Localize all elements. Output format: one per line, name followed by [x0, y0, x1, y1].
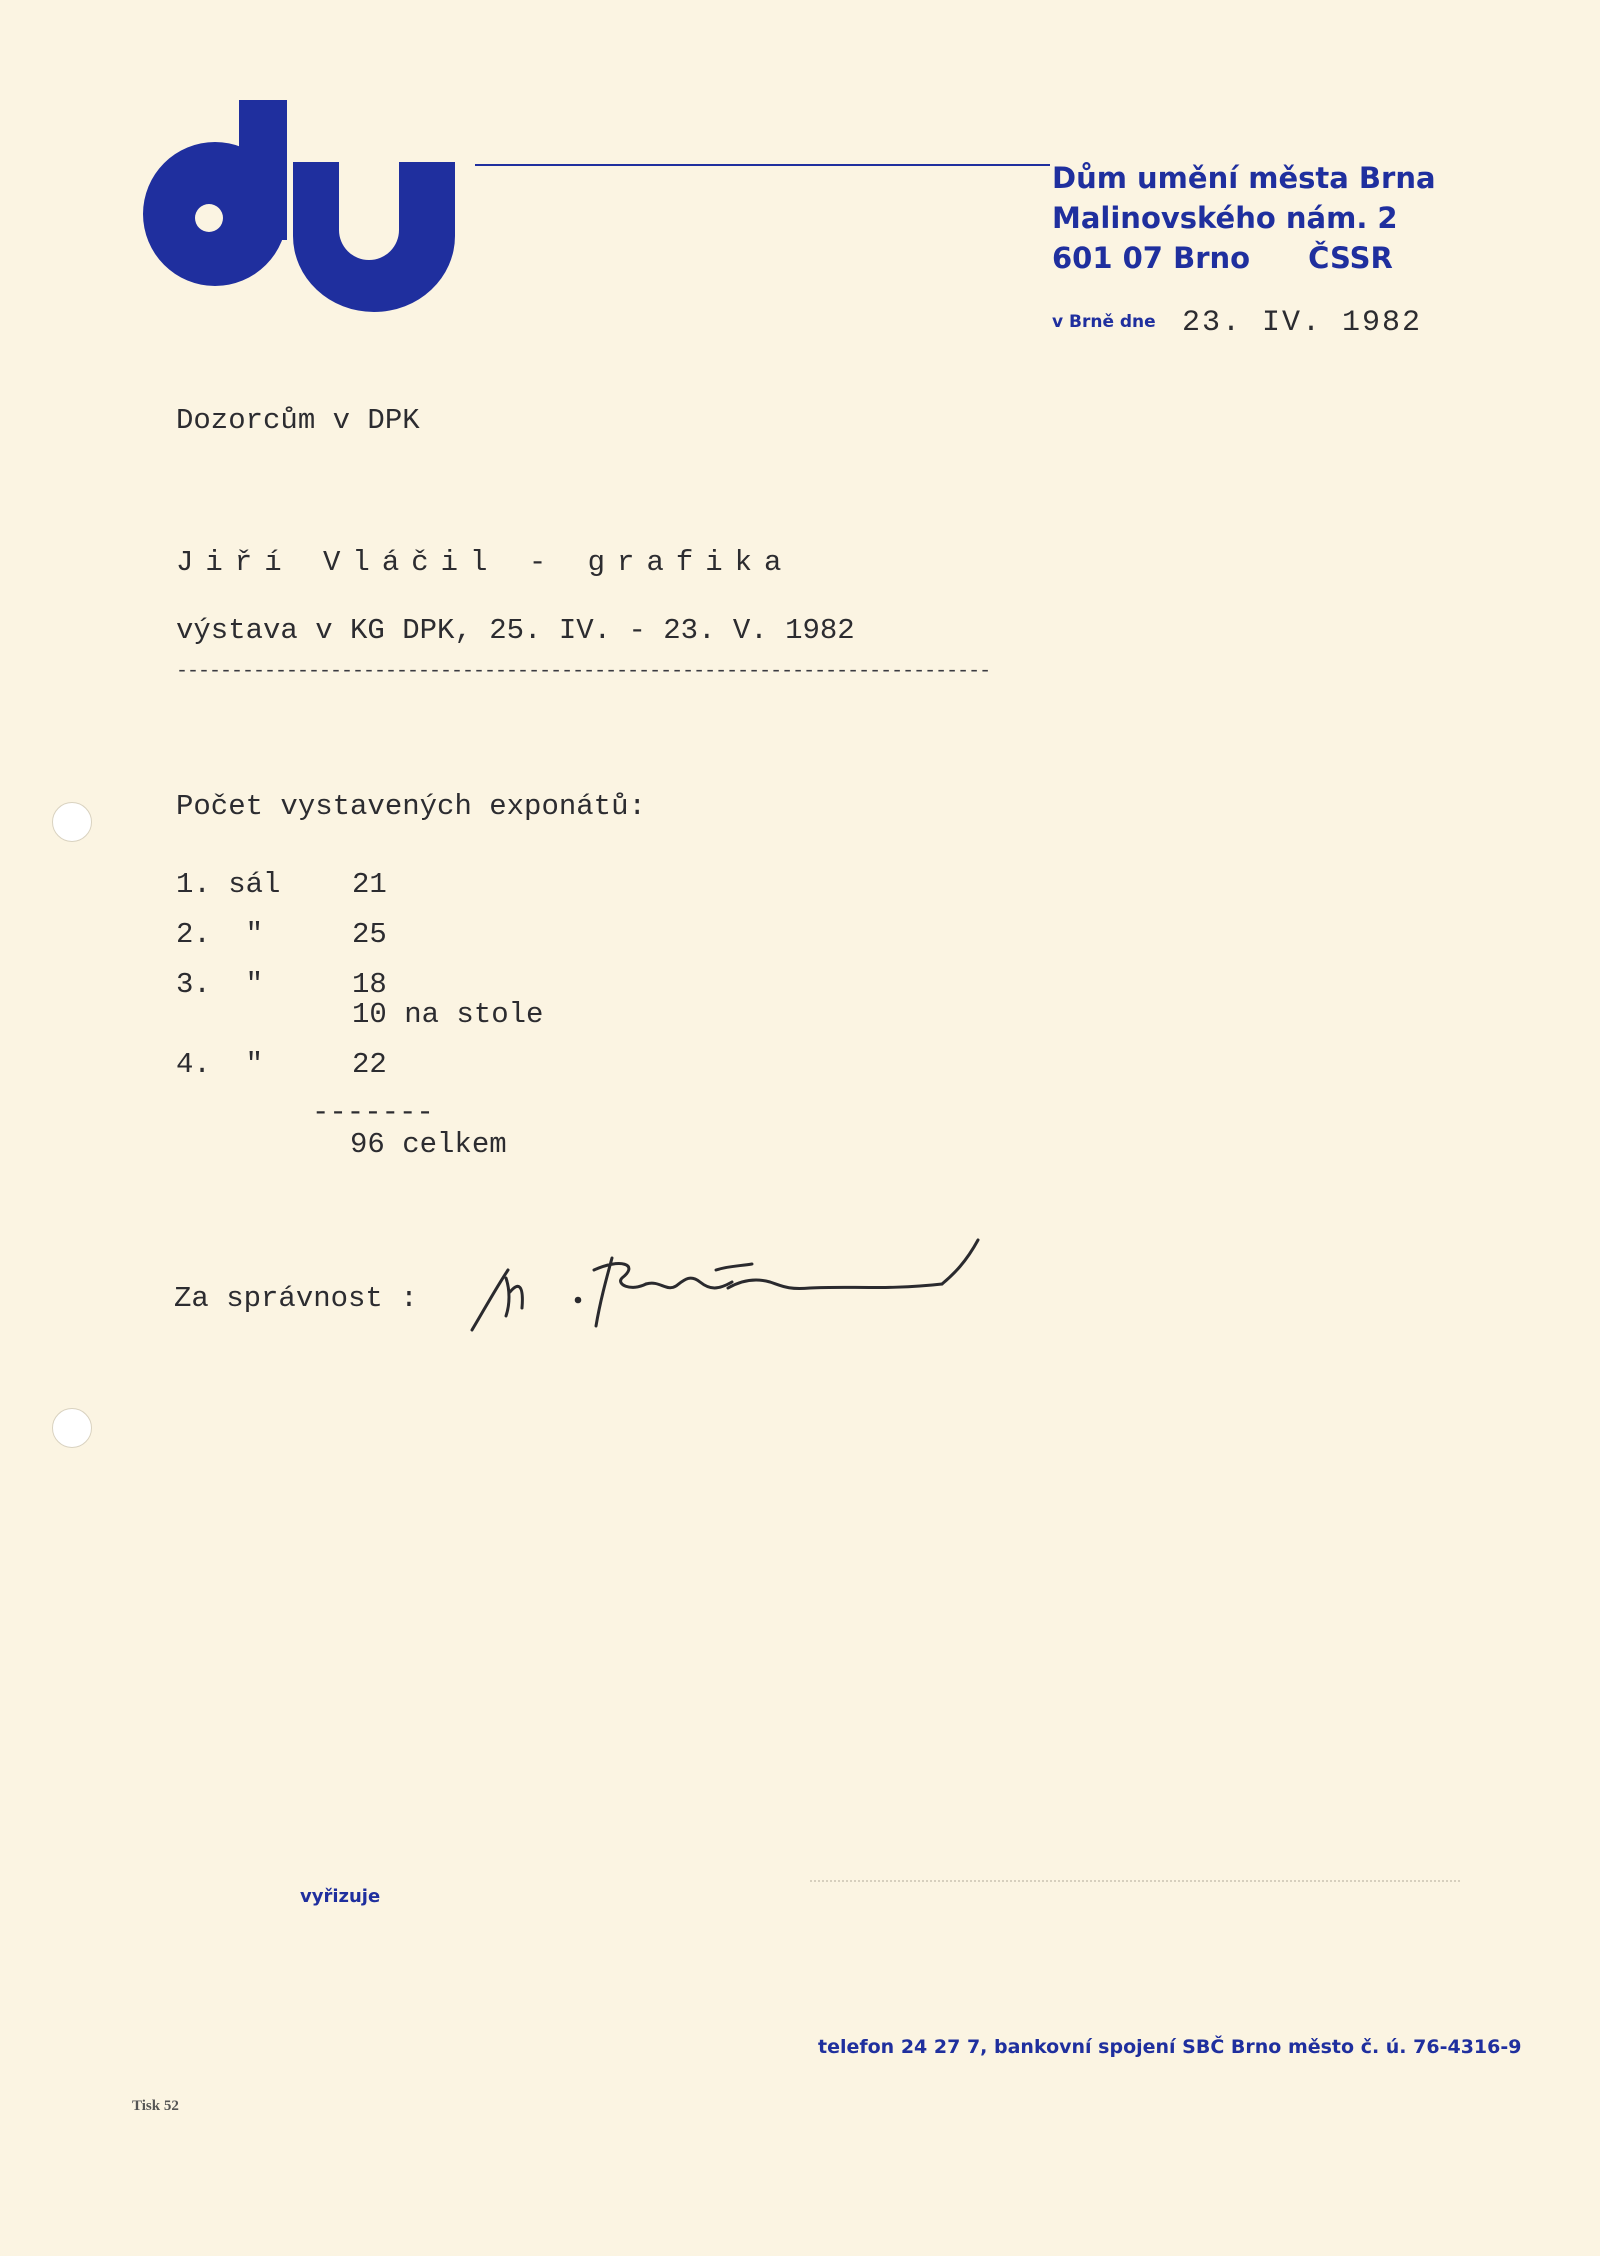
sum-rule: -------: [312, 1096, 434, 1129]
exhibition-subtitle: výstava v KG DPK, 25. IV. - 23. V. 1982: [176, 614, 855, 647]
org-name: Dům umění města Brna: [1052, 161, 1436, 195]
handler-label: vyřizuje: [300, 1886, 381, 1907]
room-label: 3. ": [176, 968, 264, 1001]
org-street: Malinovského nám. 2: [1052, 201, 1398, 235]
total-count: 96 celkem: [350, 1128, 507, 1161]
du-logo: [143, 100, 463, 312]
correctness-label: Za správnost :: [174, 1282, 418, 1315]
punch-hole: [52, 802, 92, 842]
handler-dotted-line: [810, 1880, 1460, 1882]
room-label: 1. sál: [176, 868, 281, 901]
room-label: 2. ": [176, 918, 264, 951]
header-rule: [475, 164, 1050, 166]
punch-hole: [52, 1408, 92, 1448]
room-count: 25: [352, 918, 387, 951]
room-count: 21: [352, 868, 387, 901]
print-note: Tisk 52: [132, 2098, 179, 2114]
date-label: v Brně dne: [1052, 312, 1156, 332]
date-value: 23. IV. 1982: [1182, 306, 1423, 340]
exhibition-title: Jiří Vláčil - grafika: [176, 546, 794, 579]
room-extra-count: 10 na stole: [352, 998, 544, 1031]
room-count: 18: [352, 968, 387, 1001]
contact-info: telefon 24 27 7, bankovní spojení SBČ Brno město č. ú. 76-4316-9: [818, 2036, 1522, 2058]
org-country: ČSSR: [1308, 241, 1393, 275]
room-count: 22: [352, 1048, 387, 1081]
org-postal-city: 601 07 Brno: [1052, 241, 1251, 275]
recipient: Dozorcům v DPK: [176, 404, 420, 437]
room-label: 4. ": [176, 1048, 264, 1081]
count-heading: Počet vystavených exponátů:: [176, 790, 646, 823]
org-address: [1052, 158, 1436, 278]
separator-line: --------------------------------------------------------------------------: [176, 660, 991, 683]
handwritten-signature: [470, 1230, 990, 1340]
